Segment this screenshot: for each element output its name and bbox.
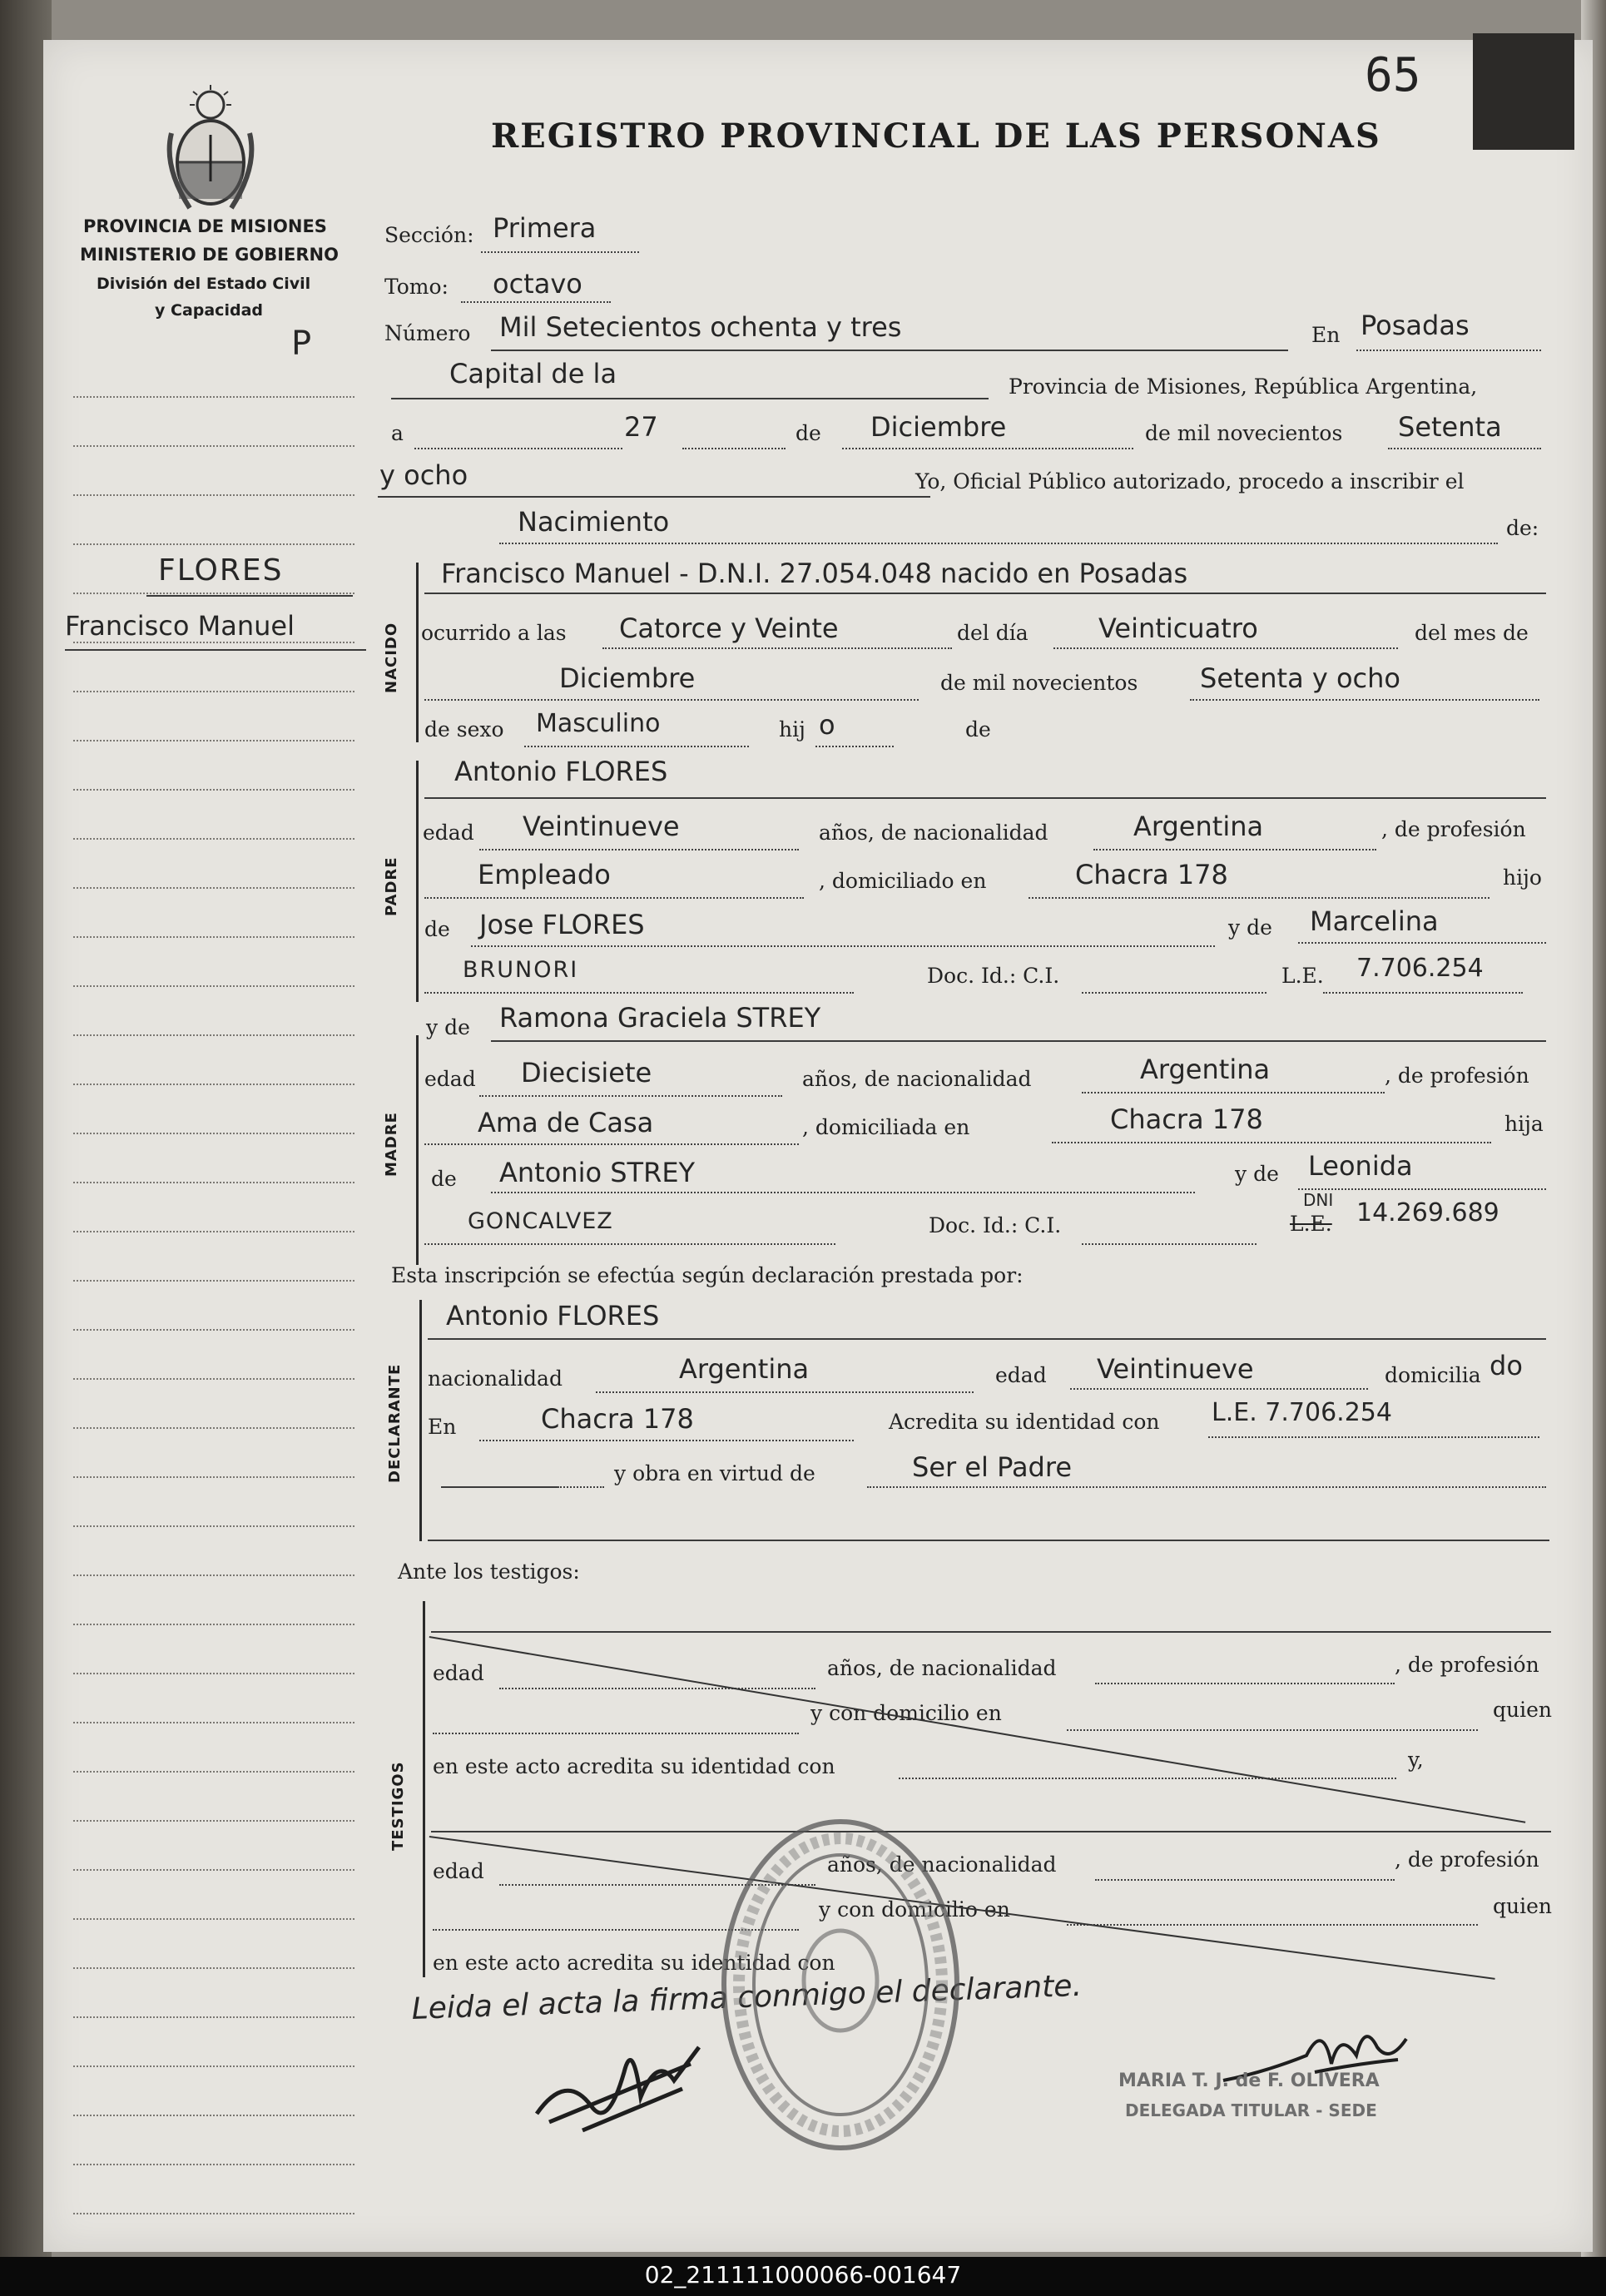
madre-doc-line bbox=[1082, 1243, 1257, 1245]
office-division: División del Estado Civil bbox=[97, 275, 311, 293]
padre-madre-a: Marcelina bbox=[1310, 905, 1439, 937]
de-label: de bbox=[796, 421, 821, 445]
margin-mark: P bbox=[291, 325, 312, 363]
margin-ruled-line bbox=[73, 1574, 354, 1576]
padre-madre-a-line bbox=[1298, 942, 1546, 944]
madre-madre-b: GONCALVEZ bbox=[468, 1208, 613, 1234]
margin-ruled-line bbox=[73, 1034, 354, 1036]
madre-dom-line bbox=[1052, 1142, 1491, 1143]
padre-nacionalidad: Argentina bbox=[1133, 811, 1264, 842]
testigo2-dom-label: y con domicilio en bbox=[819, 1897, 1010, 1922]
margin-ruled-line bbox=[73, 1869, 354, 1871]
nacido-bracket bbox=[416, 563, 419, 742]
hij-label: hij bbox=[779, 717, 805, 741]
margin-ruled-line bbox=[73, 887, 354, 889]
seccion-label: Sección: bbox=[384, 223, 474, 247]
domicilia-label: domicilia bbox=[1385, 1363, 1481, 1387]
padre-le: 7.706.254 bbox=[1356, 954, 1484, 983]
hij-line bbox=[815, 746, 894, 747]
margin-ruled-line bbox=[73, 1918, 354, 1920]
testigo2-acto-label: en este acto acredita su identidad con bbox=[433, 1951, 835, 1975]
testigo1-prof-line bbox=[433, 1733, 799, 1734]
testigo2-edad-label: edad bbox=[433, 1859, 484, 1883]
madre-dom-label: , domiciliada en bbox=[802, 1115, 970, 1139]
document-title: REGISTRO PROVINCIAL DE LAS PERSONAS bbox=[491, 117, 1381, 156]
lugar-cont-line bbox=[391, 398, 989, 399]
madre-prof-line bbox=[424, 1143, 799, 1145]
padre-dom-label: , domiciliado en bbox=[819, 869, 987, 893]
testigo1-nac-label: años, de nacionalidad bbox=[827, 1656, 1057, 1680]
anio-line-a bbox=[1388, 448, 1541, 449]
padre-edad-line bbox=[479, 849, 799, 850]
testigo1-quien-label: quien bbox=[1493, 1698, 1552, 1722]
margin-ruled-line bbox=[73, 1476, 354, 1478]
margin-ruled-line bbox=[73, 1673, 354, 1674]
margin-ruled-line bbox=[73, 2213, 354, 2214]
testigo1-name-line bbox=[431, 1631, 1551, 1633]
tomo-label: Tomo: bbox=[384, 275, 449, 299]
madre-doc: 14.269.689 bbox=[1356, 1198, 1499, 1227]
a-label: a bbox=[391, 421, 404, 445]
dia-line-b bbox=[682, 448, 786, 449]
margin-surname-underline bbox=[146, 595, 353, 597]
lugar-line bbox=[1356, 350, 1541, 351]
padre-doc-line bbox=[1082, 992, 1266, 994]
padre-nombre: Antonio FLORES bbox=[454, 756, 668, 787]
testigo2-quien-label: quien bbox=[1493, 1894, 1552, 1918]
padre-padre-line bbox=[471, 945, 1215, 947]
dia-line-a bbox=[414, 448, 622, 449]
nacido-mil-label: de mil novecientos bbox=[940, 671, 1138, 695]
binder-tab bbox=[1473, 33, 1574, 150]
padre-hijo-label: hijo bbox=[1503, 865, 1542, 890]
declarante-nombre: Antonio FLORES bbox=[446, 1300, 660, 1331]
margin-ruled-line bbox=[73, 1084, 354, 1085]
nacido-nombre-line bbox=[424, 593, 1546, 594]
margin-ruled-line bbox=[73, 691, 354, 692]
madre-padre-line bbox=[491, 1192, 1195, 1193]
testigo1-nac-line bbox=[1095, 1683, 1395, 1684]
acto-value: Nacimiento bbox=[518, 506, 670, 538]
margin-ruled-line bbox=[73, 2115, 354, 2116]
margin-ruled-line bbox=[73, 1525, 354, 1527]
declarante-nombre-line bbox=[428, 1338, 1546, 1340]
madre-nac-line bbox=[1082, 1092, 1385, 1093]
padre-nac-label: años, de nacionalidad bbox=[819, 821, 1048, 845]
declarante-dom-line bbox=[479, 1440, 854, 1441]
declarante-bottom-line bbox=[428, 1540, 1549, 1541]
declarante-en-label: En bbox=[428, 1415, 457, 1439]
margin-ruled-line bbox=[73, 2164, 354, 2165]
nacido-tag: NACIDO bbox=[383, 622, 400, 693]
nacido-hora: Catorce y Veinte bbox=[619, 612, 839, 644]
nacido-mes: Diciembre bbox=[559, 662, 696, 694]
madre-prof-label: , de profesión bbox=[1385, 1064, 1529, 1088]
margin-ruled-line bbox=[73, 838, 354, 840]
acto-line bbox=[499, 543, 1498, 544]
margin-ruled-line bbox=[73, 789, 354, 791]
official-title: DELEGADA TITULAR - SEDE bbox=[1125, 2100, 1377, 2120]
nacido-anio-line bbox=[1190, 699, 1539, 701]
declarante-id-line bbox=[1208, 1436, 1539, 1438]
testigos-tag: TESTIGOS bbox=[389, 1761, 407, 1851]
declarante-virtud-line bbox=[867, 1486, 1546, 1488]
padre-madre-b-line bbox=[424, 992, 854, 994]
declarante-domicilio: Chacra 178 bbox=[541, 1403, 694, 1435]
ante-testigos-label: Ante los testigos: bbox=[398, 1560, 580, 1584]
padre-nac-line bbox=[1093, 849, 1376, 850]
testigo1-acto-label: en este acto acredita su identidad con bbox=[433, 1754, 835, 1778]
acredita-label: Acredita su identidad con bbox=[889, 1410, 1160, 1434]
padre-profesion: Empleado bbox=[478, 859, 611, 890]
declarante-tag: DECLARANTE bbox=[386, 1363, 404, 1483]
testigo1-edad-line bbox=[499, 1688, 815, 1689]
hij-de-label: de bbox=[965, 717, 991, 741]
margin-ruled-line bbox=[73, 2065, 354, 2067]
madre-de-label: de bbox=[431, 1167, 457, 1191]
margin-ruled-line bbox=[73, 1771, 354, 1773]
madre-edad: Diecisiete bbox=[521, 1057, 652, 1088]
madre-nac-label: años, de nacionalidad bbox=[802, 1067, 1032, 1091]
margin-ruled-line bbox=[73, 2016, 354, 2018]
margin-given-names: Francisco Manuel bbox=[65, 610, 295, 642]
tomo-line bbox=[461, 301, 611, 303]
testigo1-acto-line bbox=[899, 1778, 1396, 1779]
padre-bracket bbox=[416, 761, 419, 1002]
hij-suffix: o bbox=[819, 709, 835, 741]
anio-line-b bbox=[378, 496, 930, 498]
madre-edad-label: edad bbox=[424, 1067, 476, 1091]
declarante-identidad: L.E. 7.706.254 bbox=[1212, 1398, 1392, 1427]
office-capacity: y Capacidad bbox=[155, 301, 263, 320]
ocurrido-label: ocurrido a las bbox=[421, 621, 567, 645]
padre-tag: PADRE bbox=[383, 856, 400, 916]
padre-le-line bbox=[1323, 992, 1523, 994]
declaracion-label: Esta inscripción se efectúa según declaración prestada por: bbox=[391, 1263, 1024, 1287]
provincia-label: Provincia de Misiones, República Argentina, bbox=[1009, 374, 1478, 399]
testigo2-nac-label: años, de nacionalidad bbox=[827, 1852, 1057, 1877]
madre-domicilio: Chacra 178 bbox=[1110, 1103, 1263, 1135]
padre-edad: Veintinueve bbox=[523, 811, 680, 842]
madre-le-label: L.E. bbox=[1290, 1212, 1332, 1236]
page-number: 65 bbox=[1365, 48, 1421, 102]
tomo-value: octavo bbox=[493, 268, 582, 300]
padre-prof-line bbox=[424, 897, 804, 899]
declarant-signature bbox=[533, 2022, 716, 2142]
official-name: MARIA T. J. de F. OLIVERA bbox=[1118, 2070, 1380, 2091]
testigo2-nac-line bbox=[1095, 1879, 1395, 1881]
de-colon-label: de: bbox=[1506, 516, 1539, 540]
dia-value: 27 bbox=[624, 411, 658, 443]
margin-ruled-line bbox=[73, 936, 354, 938]
margin-ruled-line bbox=[73, 593, 354, 594]
nacido-anio: Setenta y ocho bbox=[1200, 662, 1400, 694]
testigo1-dom-line bbox=[1067, 1729, 1478, 1731]
padre-de-label: de bbox=[424, 917, 450, 941]
margin-ruled-line bbox=[73, 642, 354, 643]
nacido-sexo-line bbox=[524, 746, 749, 747]
margin-surname: FLORES bbox=[158, 553, 284, 588]
padre-madre-b: BRUNORI bbox=[463, 957, 579, 983]
padre-prof-label: , de profesión bbox=[1381, 817, 1526, 841]
padre-dom-line bbox=[1029, 897, 1490, 899]
margin-ruled-line bbox=[73, 740, 354, 741]
madre-doc-alt: DNI bbox=[1303, 1190, 1334, 1210]
madre-profesion: Ama de Casa bbox=[478, 1107, 654, 1138]
nacido-hora-line bbox=[602, 647, 952, 649]
padre-domicilio: Chacra 178 bbox=[1075, 859, 1228, 890]
testigo1-prof-label: , de profesión bbox=[1395, 1653, 1539, 1677]
mes-line bbox=[842, 448, 1133, 449]
margin-given-underline bbox=[65, 649, 366, 651]
madre-yde2-label: y de bbox=[1235, 1162, 1279, 1186]
domicilia-suffix: do bbox=[1490, 1350, 1523, 1381]
testigos-bracket bbox=[423, 1601, 425, 1977]
del-mes-label: del mes de bbox=[1415, 621, 1529, 645]
declarante-virtud: Ser el Padre bbox=[912, 1451, 1072, 1483]
del-dia-label: del día bbox=[957, 621, 1029, 645]
madre-nombre: Ramona Graciela STREY bbox=[499, 1002, 821, 1034]
madre-madre-a-line bbox=[1298, 1188, 1546, 1190]
testigo2-name-line bbox=[431, 1831, 1551, 1832]
declarante-edad-line bbox=[1070, 1388, 1368, 1390]
closing-note: Leida el acta la firma conmigo el declarante. bbox=[411, 1968, 1083, 2026]
sexo-label: de sexo bbox=[424, 717, 504, 741]
madre-nombre-line bbox=[491, 1040, 1546, 1042]
anio-value-a: Setenta bbox=[1398, 411, 1502, 443]
margin-ruled-line bbox=[73, 494, 354, 496]
declarante-edad-label: edad bbox=[995, 1363, 1047, 1387]
declarante-nac-line bbox=[596, 1391, 974, 1393]
madre-edad-line bbox=[479, 1095, 782, 1097]
padre-doc-label: Doc. Id.: C.I. bbox=[927, 964, 1060, 988]
yo-oficial-label: Yo, Oficial Público autorizado, procedo a inscribir el bbox=[915, 469, 1465, 493]
madre-nacionalidad: Argentina bbox=[1140, 1054, 1271, 1085]
en-label: En bbox=[1311, 323, 1341, 347]
declarante-nacionalidad: Argentina bbox=[679, 1353, 810, 1385]
margin-ruled-line bbox=[73, 543, 354, 545]
margin-ruled-line bbox=[73, 1378, 354, 1380]
margin-ruled-line bbox=[73, 1133, 354, 1134]
padre-yde-label: y de bbox=[1228, 915, 1272, 940]
padre-padre: Jose FLORES bbox=[479, 909, 645, 940]
declarante-short-dots bbox=[558, 1486, 604, 1488]
margin-ruled-line bbox=[73, 1329, 354, 1331]
nacido-dia: Veinticuatro bbox=[1098, 612, 1258, 644]
madre-tag: MADRE bbox=[383, 1112, 400, 1177]
padre-edad-label: edad bbox=[423, 821, 474, 845]
padre-nombre-line bbox=[424, 797, 1546, 799]
madre-hija-label: hija bbox=[1504, 1112, 1544, 1136]
margin-ruled-line bbox=[73, 1182, 354, 1183]
madre-padre: Antonio STREY bbox=[499, 1157, 696, 1188]
testigo2-dom-line bbox=[1067, 1924, 1478, 1926]
madre-yde-label: y de bbox=[426, 1015, 470, 1039]
mes-value: Diciembre bbox=[870, 411, 1007, 443]
margin-ruled-line bbox=[73, 1280, 354, 1282]
margin-ruled-line bbox=[73, 1820, 354, 1822]
seccion-value: Primera bbox=[493, 212, 597, 244]
lugar-value: Posadas bbox=[1361, 310, 1470, 341]
lugar-cont-value: Capital de la bbox=[449, 358, 617, 389]
anio-value-b: y ocho bbox=[379, 459, 468, 491]
margin-ruled-line bbox=[73, 1722, 354, 1723]
margin-ruled-line bbox=[73, 396, 354, 398]
nacido-nombre: Francisco Manuel - D.N.I. 27.054.048 nacido en Posadas bbox=[441, 558, 1188, 589]
testigo1-dom-label: y con domicilio en bbox=[810, 1701, 1002, 1725]
declarante-edad: Veintinueve bbox=[1097, 1353, 1254, 1385]
y-obra-label: y obra en virtud de bbox=[614, 1461, 815, 1485]
numero-label: Número bbox=[384, 321, 471, 345]
office-province: PROVINCIA DE MISIONES bbox=[83, 216, 327, 236]
testigo1-y-label: y, bbox=[1408, 1748, 1424, 1772]
declarante-bracket bbox=[419, 1300, 422, 1541]
numero-line bbox=[491, 350, 1288, 351]
margin-ruled-line bbox=[73, 1427, 354, 1429]
declarante-nac-label: nacionalidad bbox=[428, 1366, 563, 1391]
testigo2-prof-label: , de profesión bbox=[1395, 1847, 1539, 1872]
office-ministry: MINISTERIO DE GOBIERNO bbox=[80, 245, 339, 265]
margin-ruled-line bbox=[73, 1231, 354, 1232]
coat-of-arms-icon bbox=[156, 83, 265, 220]
margin-ruled-line bbox=[73, 1624, 354, 1625]
madre-bracket bbox=[416, 1035, 419, 1265]
mil-novecientos-label: de mil novecientos bbox=[1145, 421, 1343, 445]
padre-le-label: L.E. bbox=[1281, 964, 1324, 988]
testigo1-edad-label: edad bbox=[433, 1661, 484, 1685]
nacido-mes-line bbox=[424, 699, 919, 701]
margin-ruled-line bbox=[73, 445, 354, 447]
nacido-sexo: Masculino bbox=[536, 709, 661, 738]
seccion-line bbox=[481, 251, 639, 253]
official-seal-stamp bbox=[716, 1814, 965, 2159]
nacido-dia-line bbox=[1053, 647, 1398, 649]
declarante-short-line bbox=[441, 1486, 558, 1488]
numero-value: Mil Setecientos ochenta y tres bbox=[499, 311, 902, 343]
madre-madre-b-line bbox=[424, 1243, 835, 1245]
margin-ruled-line bbox=[73, 1967, 354, 1969]
madre-doc-label: Doc. Id.: C.I. bbox=[929, 1213, 1062, 1237]
footer-file-id: 02_211111000066-001647 bbox=[644, 2261, 962, 2289]
margin-ruled-line bbox=[73, 985, 354, 987]
madre-madre-a: Leonida bbox=[1308, 1150, 1413, 1182]
